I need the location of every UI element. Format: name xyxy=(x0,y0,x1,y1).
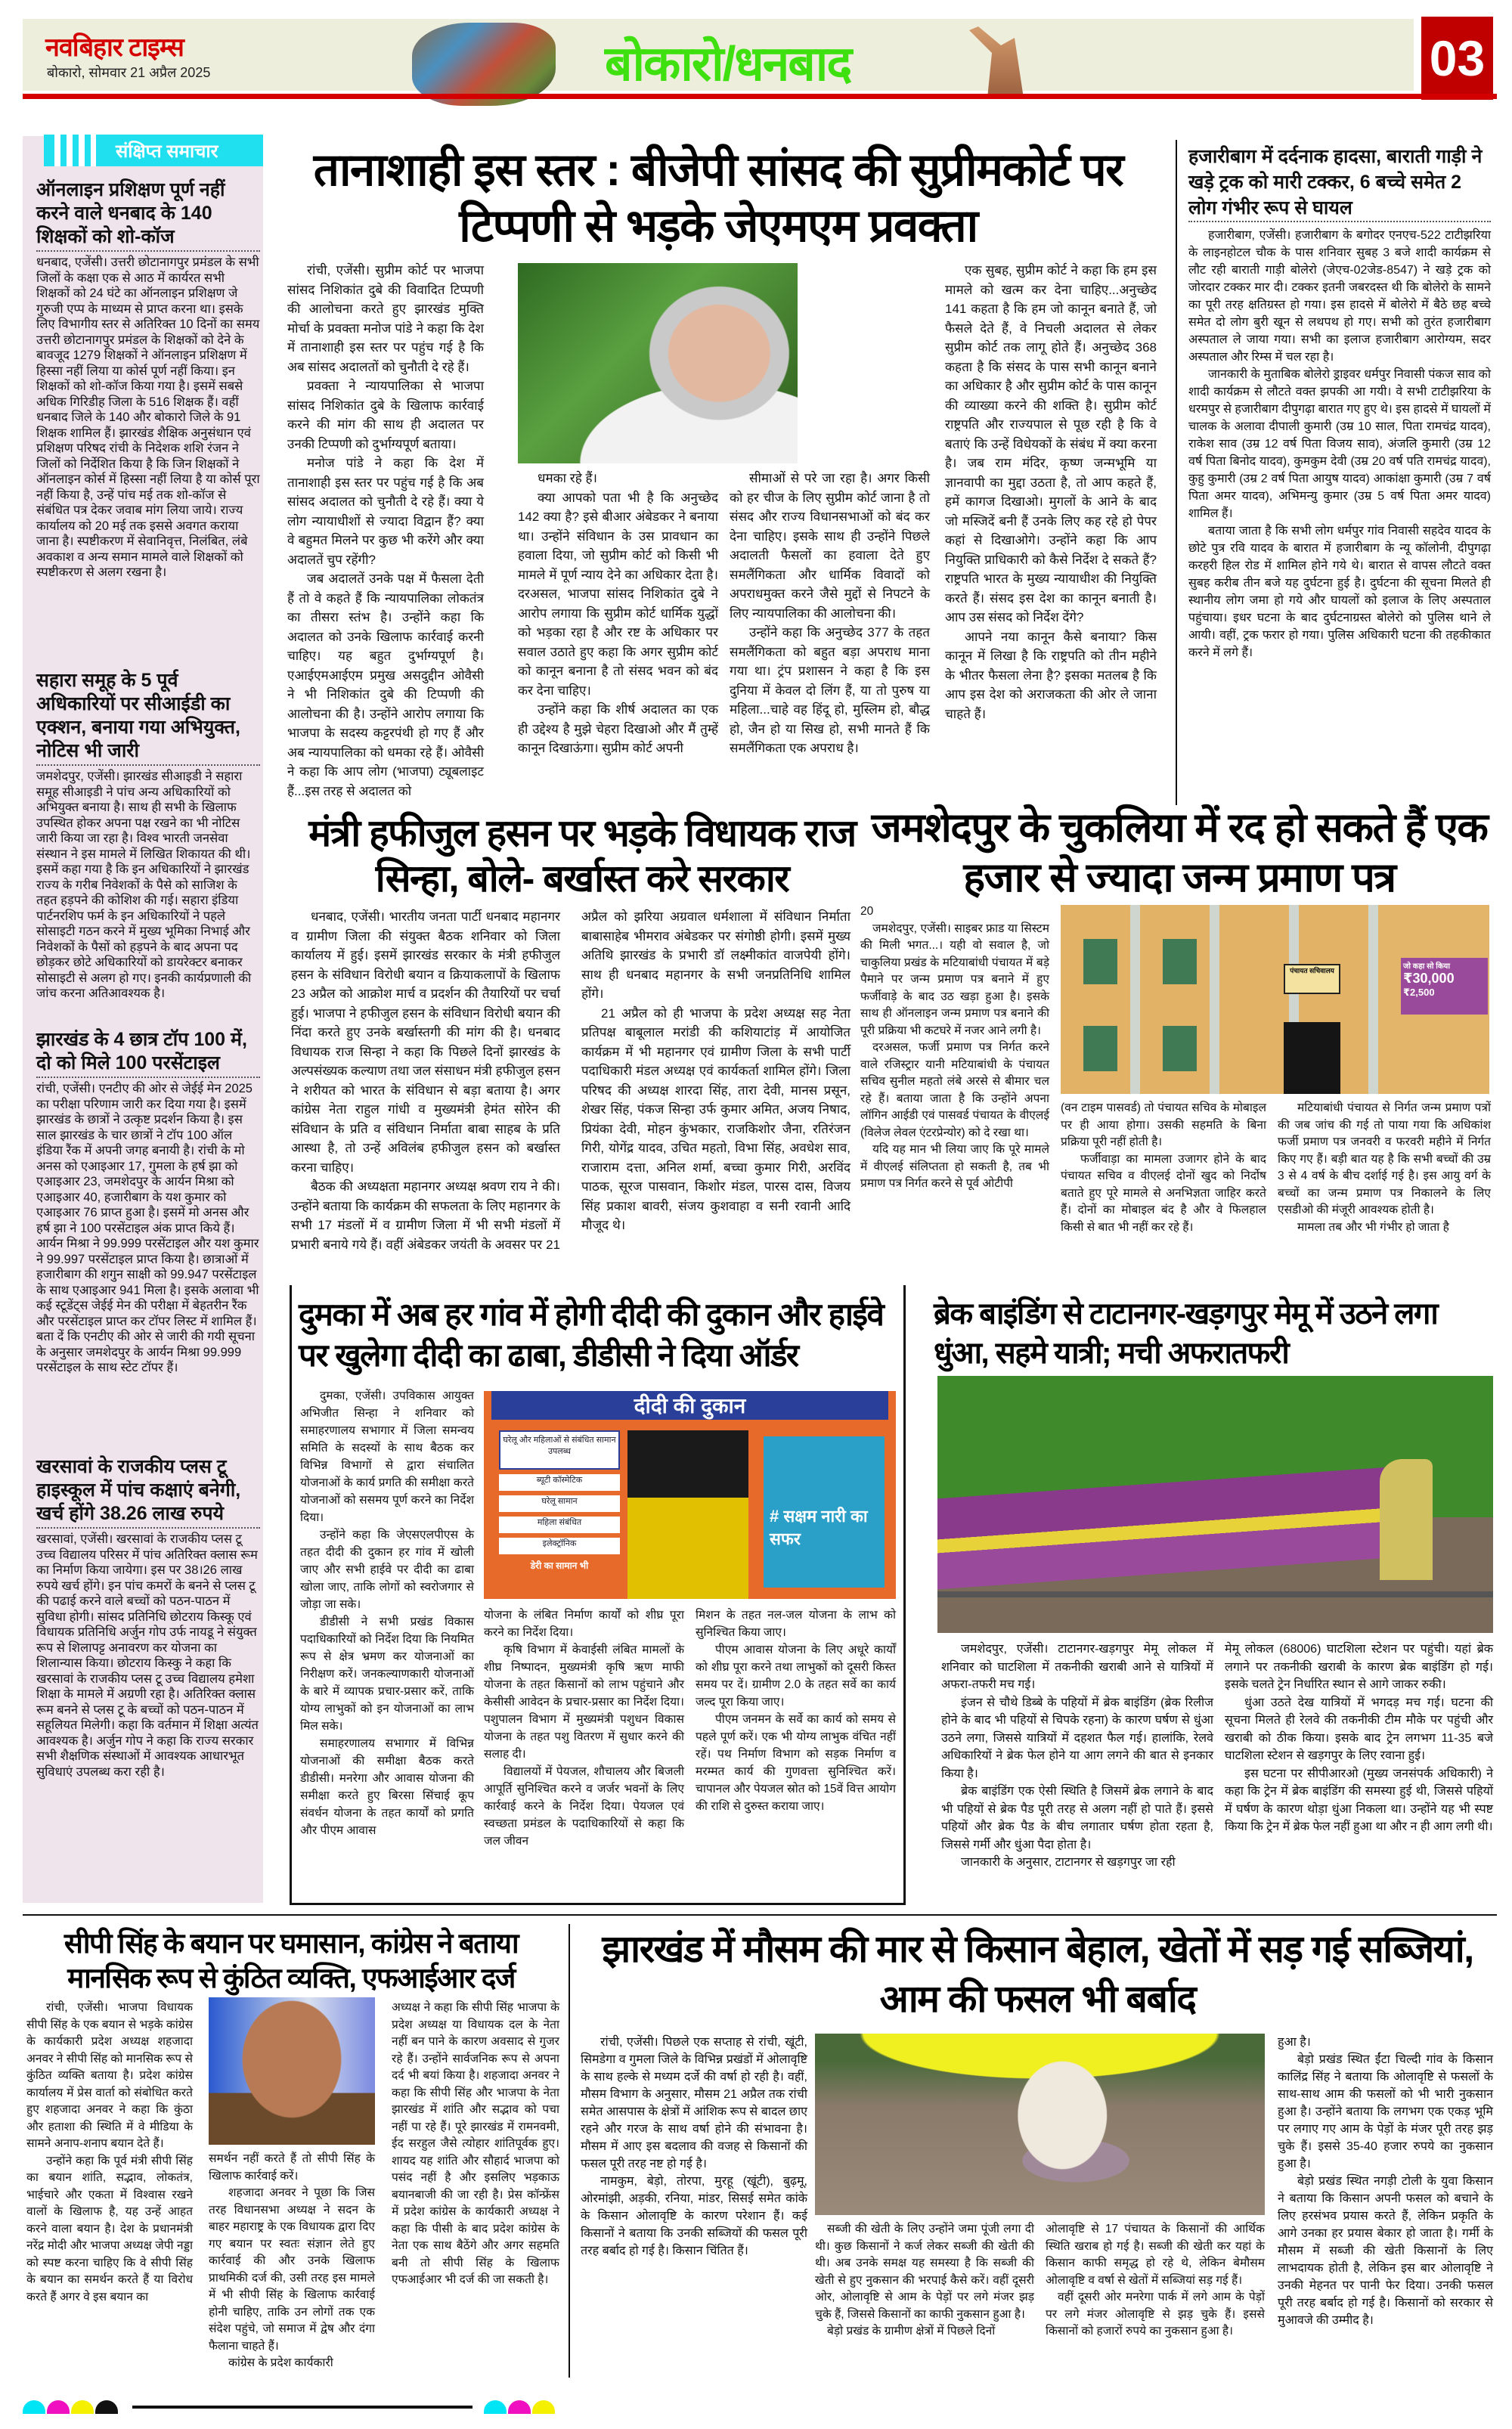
paragraph: मामला तब और भी गंभीर हो जाता है xyxy=(1297,1220,1449,1234)
paragraph: कांग्रेस के प्रदेश कार्यकारी xyxy=(228,2356,333,2369)
damaged-crop-photo xyxy=(815,2034,1265,2215)
brief-body: धनबाद, एजेंसी। उत्तरी छोटानागपुर प्रमंडल के सभी जिलों के कक्षा एक से आठ में कार्यरत सभी शिक्षकों को 24 घंटे का ऑनलाइन प्रशिक्षण जे गुरुजी एप्प के माध्यम से प्राप्त करना था। इसके लिए विभागीय स्तर से अतिरिक्त 10 दिनों का समय उत्तरी छोटानागपुर प्रमंडल के शिक्षकों को देने के बावजूद 1279 शिक्षकों ने ऑनलाइन प्रशिक्षण में हिस्सा नहीं लिया या कोर्स पूर्ण नहीं किया। इन शिक्षकों को शो-कॉज किया गया है। इसमें सबसे अधिक गिरिडीह जिला के 516 शिक्षक हैं। वहीं धनबाद जिले के 140 और बोकारो जिले के 91 शिक्षक शामिल हैं। झारखंड शैक्षिक अनुसंधान एवं प्रशिक्षण परिषद रांची के निदेशक शशि रंजन ने जिलों को निर्देशित किया है कि जिन शिक्षकों ने ऑनलाइन कोर्स में हिस्सा नहीं लिया है या कोर्स पूरा नहीं किया है, उन्हें पांच मई तक शो-कॉज से संबंधित पत्र देकर जवाब मांग लिया जाये। राज्य कार्यालय को 20 मई तक इससे अवगत कराया जाना है। स्पष्टीकरण में सेवानिवृत्त, निलंबित, लंबे अवकाश व अन्य समान मामले वाले शिक्षकों को स्पष्टीकरण से अलग रखना है। xyxy=(36,256,260,579)
lead-col-4 xyxy=(945,261,1157,790)
birth-col-3 xyxy=(1278,1100,1491,1281)
brief-item xyxy=(36,1028,260,1452)
column-divider xyxy=(569,1924,570,2378)
banner-text: जो कहा सो किया xyxy=(1403,962,1450,971)
paragraph: विद्यालयों में पेयजल, शौचालय और बिजली आपूर्ति सुनिश्चित करने व जर्जर भवनों के लिए कार्रवाई करने के निर्देश दिया। पेयजल एवं स्वच्छता प्रमंडल के पदाधिकारियों से कहा कि जल जीवन xyxy=(484,1765,684,1848)
paragraph: क्या आपको पता भी है कि अनुच्छेद 142 क्या है? इसे बीआर अंबेडकर ने बनाया था। उन्होंने संविधान के उस प्रावधान का हवाला दिया, जो सुप्रीम कोर्ट को किसी भी मामले में पूर्ण न्याय देने का अधिकार देता है। दरअसल, भाजपा सांसद निशिकांत दुबे ने आरोप लगाया कि सुप्रीम कोर्ट धार्मिक युद्धों को भड़का रहा है और रष्ट के अधिकार पर सवाल उठाते हुए कहा कि अगर सुप्रीम कोर्ट को कानून बनाना है तो संसद भवन को बंद कर देना चाहिए। xyxy=(518,490,718,698)
paragraph: जमशेदपुर, एजेंसी। टाटानगर-खड़गपुर मेमू लोकल में शनिवार को घाटशिला में तकनीकी खराबी आने से यात्रियों में अफरा-तफरी मच गई। xyxy=(941,1643,1213,1691)
train-col-2 xyxy=(1225,1641,1493,1901)
cpsingh-col-1 xyxy=(26,2000,193,2374)
birth-col-1 xyxy=(860,903,1049,1283)
paragraph: धुंआ उठते देख यात्रियों में भगदड़ मच गई। घटना की सूचना मिलते ही रेलवे की तकनीकी टीम मौके पर पहुंची और खराबी को ठीक किया। इसके बाद ट्रेन लगभग 11-35 बजे घाटशिला स्टेशन से खड़गपुर के लिए रवाना हुई। xyxy=(1225,1696,1493,1762)
paragraph: जब अदालतें उनके पक्ष में फैसला देती हैं तो वे कहते हैं कि न्यायपालिका लोकतंत्र का तीसरा स्तंभ है। उन्होंने कहा कि अदालत को उनके खिलाफ कार्रवाई करनी चाहिए। यह बहुत दुर्भाग्यपूर्ण है। एआईएमआईएम प्रमुख असदुद्दीन ओवैसी ने भी निशिकांत दुबे की टिप्पणी की आलोचना की है। उन्होंने आरोप लगाया कि भाजपा के सदस्य कट्टरपंथी हो गए हैं और अब न्यायपालिका को धमका रहे हैं। ओवैसी ने कहा कि आप लोग (भाजपा) ट्यूबलाइट हैं...इस तरह से अदालत को xyxy=(287,572,484,798)
shop-board: घरेलू और महिलाओं से संबंधित सामान उपलब्ध xyxy=(499,1430,620,1470)
rail-track xyxy=(937,1591,1493,1597)
paragraph: बेड़ो प्रखंड स्थित नगड़ी टोली के युवा किसान ने बताया कि किसान अपनी फसल को बचाने के लिए हरसंभव प्रयास करते हैं, लेकिन प्रकृति के आगे उनका हर प्रयास बेकार हो जाता है। गर्मी के मौसम में सब्जी की खेती किसानों के लिए लाभदायक होती है, लेकिन इस बार ओलावृष्टि ने उनकी मेहनत पर पानी फेर दिया। उनकी फसल पूरी तरह बर्बाद हो गई है। किसानों को सरकार से मुआवजे की उम्मीद है। xyxy=(1278,2175,1493,2327)
paragraph: रांची, एजेंसी। पिछले एक सप्ताह से रांची, खूंटी, सिमडेगा व गुमला जिले के विभिन्न प्रखंडों में ओलावृष्टि के साथ हल्के से मध्यम दर्जे की वर्षा हो रही है। वहीं, मौसम विभाग के अनुसार, मौसम 21 अप्रैल तक रांची समेत आसपास के क्षेत्रों में आंशिक रूप से बादल छाए रहने और गरज के साथ वर्षा होने की संभावना है। मौसम में आए इस बदलाव की वजह से किसानों की फसल पूरी तरह नष्ट हो गई है। xyxy=(581,2036,807,2170)
birth-headline: जमशेदपुर के चुकलिया में रद हो सकते हैं एक हजार से ज्यादा जन्म प्रमाण पत्र xyxy=(871,805,1488,900)
poster: # सक्षम नारी का सफर xyxy=(764,1436,885,1588)
paragraph: प्रवक्ता ने न्यायपालिका से भाजपा सांसद निशिकांत दुबे के खिलाफ कार्रवाई करने की मांग की साथ ही अदालत पर उनकी टिप्पणी को दुर्भाग्यपूर्ण बताया। xyxy=(287,379,484,451)
paragraph: उन्होंने कहा कि जेएसएलपीएस के तहत दीदी की दुकान हर गांव में खोली जाए और सभी हाईवे पर दीदी का ढाबा खोला जाए, ताकि लोगों को स्वरोजगार से जोड़ा जा सके। xyxy=(300,1529,474,1611)
paragraph: वहीं दूसरी ओर मनरेगा पार्क में लगे आम के पेड़ों पर लगे मंजर ओलावृष्टि से झड़ चुके हैं। इससे किसानों को हजारों रुपये का नुकसान हुआ है। xyxy=(1046,2291,1265,2338)
section-title: बोकारो/धनबाद xyxy=(605,36,851,91)
paragraph: यदि यह मान भी लिया जाए कि पूरे मामले में वीएलई संलिप्तता हो सकती है, तब भी प्रमाण पत्र निर्गत करने से पूर्व ओटीपी xyxy=(860,1143,1049,1190)
hazaribagh-body xyxy=(1188,227,1491,801)
brief-item xyxy=(36,669,260,1021)
window xyxy=(1083,1026,1117,1071)
paragraph: उन्होंने कहा कि अनुच्छेद 377 के तहत समलैंगिकता को बहुत बड़ा अपराध माना गया था। ट्रंप प्रशासन ने कहा है कि इस दुनिया में केवल दो लिंग हैं, या तो पुरुष या महिला...चाहे वह हिंदू हो, मुस्लिम हो, बौद्ध हो, जैन हो या सिख हो, सभी मानते हैं कि समलैंगिकता एक अपराध है। xyxy=(730,625,930,755)
govt-banner xyxy=(1401,958,1488,1015)
paragraph: बेड़ो प्रखंड स्थित ईंटा चिल्दी गांव के किसान कालिंद्र सिंह ने बताया कि ओलावृष्टि से फसलों के साथ-साथ आम की फसलों को भी भारी नुकसान हुआ है। उन्होंने बताया कि लगभग एक एकड़ भूमि पर लगाए गए आम के पेड़ों के मंजर पूरी तरह झड़ चुके हैं। इससे 35-40 हजार रुपये का नुकसान हुआ है। xyxy=(1278,2053,1493,2170)
paragraph: (वन टाइम पासवर्ड) तो पंचायत सचिव के मोबाइल पर ही आया होगा। उसकी सहमति के बिना प्रक्रिया पूरी नहीं होती है। xyxy=(1061,1101,1266,1148)
paragraph: अध्यक्ष ने कहा कि सीपी सिंह भाजपा के प्रदेश अध्यक्ष या विधायक दल के नेता नहीं बन पाने के कारण अवसाद से गुजर रहे हैं। उन्होंने सार्वजनिक रूप से अपना दर्द भी बयां किया है। शहजादा अनवर ने कहा कि सीपी सिंह और भाजपा के नेता झारखंड में शांति और सद्भाव को पचा नहीं पा रहे हैं। पूरे झारखंड में रामनवमी, ईद सरहुल जैसे त्योहार शांतिपूर्वक हुए। शायद यह शांति और सौहार्द भाजपा को पसंद नहीं है और इसलिए भड़काऊ बयानबाजी की जा रही है। प्रेस कॉन्फ्रेंस में प्रदेश कांग्रेस के कार्यकारी अध्यक्ष ने कहा कि पीसी के बाद प्रदेश कांग्रेस के नेता एक साथ बैठेंगे और अगर सहमति बनी तो सीपी सिंह के खिलाफ एफआईआर भी दर्ज की जा सकती है। xyxy=(392,2001,559,2286)
paragraph: योजना के लंबित निर्माण कार्यों को शीघ्र पूरा करने का निर्देश दिया। xyxy=(484,1609,684,1639)
hazaribagh-headline: हजारीबाग में दर्दनाक हादसा, बाराती गाड़ी ने खड़े ट्रक को मारी टक्कर, 6 बच्चे समेत 2 लोग गंभीर रूप से घायल xyxy=(1188,144,1491,222)
farmers-headline: झारखंड में मौसम की मार से किसान बेहाल, खेतों में सड़ गई सब्जियां, आम की फसल भी बर्बाद xyxy=(602,1928,1473,2020)
train-headline: ब्रेक बाइंडिंग से टाटानगर-खड़गपुर मेमू में उठने लगा धुंआ, सहमे यात्री; मची अफरातफरी xyxy=(934,1297,1438,1370)
registration-mark-cyan xyxy=(23,2400,45,2414)
paragraph: उन्होंने कहा कि शीर्ष अदालत का एक ही उद्देश्य है मुझे चेहरा दिखाओ और मैं तुम्हें कानून दिखाऊंगा। सुप्रीम कोर्ट अपनी xyxy=(518,702,718,755)
paper-name: नवबिहार टाइम्स xyxy=(45,33,184,62)
memu-train-photo xyxy=(937,1376,1493,1633)
dumka-headline: दुमका में अब हर गांव में होगी दीदी की दुकान और हाईवे पर खुलेगा दीदी का ढाबा, डीडीसी ने दिया ऑर्डर xyxy=(299,1297,884,1373)
paragraph: हजारीबाग, एजेंसी। हजारीबाग के बगोदर एनएच-522 टाटीझरिया के लाइनहोटल चौक के पास शनिवार सुबह 3 बजे शादी कार्यक्रम से लौट रही बाराती गाड़ी बोलेरो (जेएच-02जेड-8547) ने खड़े ट्रक को जोरदार टक्कर मार दी। टक्कर इतनी जबरदस्त थी कि बोलेरो के सामने का पूरी तरह क्षतिग्रस्त हो गया। इस हादसे में बोलेरो में बैठे छह बच्चे समेत दो लोग बुरी खून से लथपथ हो गए। सभी को तुरंत हजारीबाग अस्पताल ले जाया गया। सभी का इलाज हजारीबाग आरोग्यम, सदर अस्पताल और रिम्स में चल रहा है। xyxy=(1188,229,1491,364)
panchayat-building-photo xyxy=(1061,905,1489,1094)
briefs-tag-label: संक्षिप्त समाचार xyxy=(116,141,218,162)
brief-headline: सहारा समूह के 5 पूर्व अधिकारियों पर सीआईडी का एक्शन, बनाया गया अभियुक्त, नोटिस भी जारी xyxy=(36,669,260,766)
brief-body: रांची, एजेंसी। एनटीए की ओर से जेईई मेन 2025 का परीक्षा परिणाम जारी कर दिया गया है। इसमें झारखंड के छात्रों ने उत्कृष्ट प्रदर्शन किया है। इस साल झारखंड के चार छात्रों ने टॉप 100 ऑल इंडिया रैंक में अपनी जगह बनायी है। रांची के मो अनस को एआइआर 17, गुमला के हर्ष झा को एआइआर 23, जमशेदपुर के आर्यन मिश्रा को एआइआर 40, हजारीबाग के यश कुमार को एआइआर 76 प्राप्त हुआ है। इसमें मो अनस और हर्ष झा ने 100 परसेंटाइल अंक प्राप्त किये हैं। आर्यन मिश्रा ने 99.999 परसेंटाइल और यश कुमार ने 99.997 परसेंटाइल प्राप्त किया है। छात्राओं में हजारीबाग की शगुन साक्षी को 99.947 परसेंटाइल के साथ एआइआर 941 मिला है। इसके अलावा भी कई स्टूडेंट्स जेईई मेन की परीक्षा में बेहतरीन रैंक और परसेंटाइल प्राप्त कर टॉपर लिस्ट में शामिल हैं। बता दें कि एनटीए की ओर से जारी की गयी सूचना के अनुसार जमशेदपुर के आर्यन मिश्रा 99.999 परसेंटाइल के साथ स्टेट टॉपर हैं। xyxy=(36,1082,259,1374)
registration-mark-black xyxy=(95,2400,118,2414)
paragraph: पीएम जनमन के सर्वे का कार्य को समय से पहले पूर्ण करें। एक भी योग्य लाभुक वंचित नहीं रहें। पथ निर्माण विभाग को सड़क निर्माण व मरम्मत कार्य की गुणवत्ता सुनिश्चित करें। चापानल और पेयजल स्रोत को 15वें वित्त आयोग की राशि से दुरुस्त कराया जाए। xyxy=(696,1713,896,1813)
trim-line xyxy=(132,2406,472,2409)
lead-col-1 xyxy=(287,261,484,798)
train-front xyxy=(1380,1459,1433,1580)
shop-board: घरेलू सामान xyxy=(499,1495,620,1512)
paragraph: फर्जीवाड़ा का मामला उजागर होने के बाद पंचायत सचिव व वीएलई दोनों खुद को निर्दोष बताते हुए पूरे मामले से अनभिज्ञता जाहिर करते हैं। दोनों का मोबाइल बंद है और वे फिलहाल किसी से बात भी नहीं कर रहे हैं। xyxy=(1061,1152,1266,1234)
farmers-col-1 xyxy=(581,2034,807,2425)
paragraph: समर्थन नहीं करते हैं तो सीपी सिंह के खिलाफ कार्रवाई करें। xyxy=(209,2152,375,2183)
shop-board: डेरी का सामान भी xyxy=(530,1560,589,1571)
paragraph: इस घटना पर सीपीआरओ (मुख्य जनसंपर्क अधिकारी) ने कहा कि ट्रेन में ब्रेक बाइंडिंग की समस्या हुई थी, जिससे पहियों में घर्षण के कारण थोड़ा धुंआ निकला था। उन्होंने यह भी स्पष्ट किया कि ट्रेन में ब्रेक फेल नहीं हुआ था और न ही आग लगी थी। xyxy=(1225,1767,1493,1833)
paragraph: मिशन के तहत नल-जल योजना के लाभ को सुनिश्चित किया जाए। xyxy=(696,1609,896,1639)
paragraph: हुआ है। xyxy=(1278,2036,1311,2049)
paragraph: सीमाओं से परे जा रहा है। अगर किसी को हर चीज के लिए सुप्रीम कोर्ट जाना है तो संसद और राज्य विधानसभाओं को बंद कर देना चाहिए। इसके साथ ही उन्होंने पिछले अदालती फैसलों का हवाला देते हुए समलैंगिकता और धार्मिक विवादों को अपराधमुक्त करने जैसे मुद्दों से निपटने के लिए न्यायपालिका की आलोचना की। xyxy=(730,471,930,621)
brief-item xyxy=(36,1455,260,1898)
paragraph: इंजन से चौथे डिब्बे के पहियों में ब्रेक बाइंडिंग (ब्रेक रिलीज होने के बाद भी पहियों से चिपके रहना) के कारण घर्षण से धुंआ उठने लगा, जिससे यात्रियों में दहशत फैल गई। हालांकि, रेलवे अधिकारियों ने ब्रेक फेल होने या आग लगने की बात से इनकार किया है। xyxy=(941,1696,1213,1780)
masthead-rule xyxy=(23,94,1497,99)
shop-board: ब्यूटी कॉस्मेटिक xyxy=(499,1474,620,1491)
train-body xyxy=(937,1465,1421,1590)
paragraph: दुमका, एजेंसी। उपविकास आयुक्त अभिजीत सिन्हा ने शनिवार को समाहरणालय सभागार में जिला समन्वय समिति के सदस्यों के साथ बैठक कर विभिन्न विभागों से द्वारा संचालित योजनाओं के कार्य प्रगति की समीक्षा करते योजनाओं को ससमय पूर्ण करने का निर्देश दिया। xyxy=(300,1390,474,1524)
paragraph: बैठक की अध्यक्षता महानगर अध्यक्ष श्रवण राय ने की। उन्होंने बताया कि कार्यक्रम की सफलता के लिए महानगर के सभी 17 मंडलों में व ग्रामीण जिला में भी सभी मंडलों में प्रभारी बनाये गये हैं। वहीं अंबेडकर जयंती के अवसर पर 21 अप्रैल को झरिया अग्रवाल धर्मशाला में संविधान निर्माता बाबासाहेब भीमराव अंबेडकर पर संगोष्ठी होगी। इसमें मुख्य अतिथि झारखंड के प्रभारी डॉ लक्ष्मीकांत वाजपेयी होंगे। साथ ही धनबाद महानगर के सभी जनप्रतिनिधि शामिल होंगे। xyxy=(291,909,850,1252)
paragraph: जानकारी के अनुसार, टाटानगर से खड़गपुर जा रही xyxy=(961,1856,1176,1869)
section-divider xyxy=(23,1914,1497,1916)
hafizul-headline: मंत्री हफीजुल हसन पर भड़के विधायक राज सिन्हा, बोले- बर्खास्त करे सरकार xyxy=(308,812,856,900)
paragraph: समाहरणालय सभागार में विभिन्न योजनाओं की समीक्षा बैठक करते डीडीसी। मनरेगा और आवास योजना की समीक्षा करते हुए बिरसा सिंचाई कूप संवर्धन योजना के तहत कार्यों को प्रगति और पीएम आवास xyxy=(300,1737,474,1837)
paragraph: ओलावृष्टि से 17 पंचायत के किसानों की आर्थिक स्थिति खराब हो गई है। सब्जी की खेती कर यहां के किसान काफी समृद्ध हो रहे थे, लेकिन बेमौसम ओलावृष्टि व वर्षा से खेतों में सब्जियां सड़ गई हैं। xyxy=(1046,2223,1265,2287)
paragraph: धमका रहे हैं। xyxy=(538,471,597,485)
shop-doorway xyxy=(627,1430,748,1599)
paragraph: आपने नया कानून कैसे बनाया? किस कानून में लिखा है कि राष्ट्रपति को तीन महीने के भीतर फैसला लेना है? इसका मतलब है कि आप इस देश को अराजकता की ओर ले जाना चाहते हैं। xyxy=(945,629,1157,721)
registration-mark-yellow xyxy=(71,2400,94,2414)
dumka-col-2 xyxy=(484,1606,684,1898)
page-number: 03 xyxy=(1421,17,1493,100)
shop-board: महिला संबंधित xyxy=(499,1517,620,1533)
banner-amount-2: ₹2,500 xyxy=(1403,987,1435,998)
brief-headline: ऑनलाइन प्रशिक्षण पूर्ण नहीं करने वाले धनबाद के 140 शिक्षकों को शो-कॉज xyxy=(36,178,260,252)
hafizul-body xyxy=(291,907,850,1270)
door xyxy=(1284,1022,1340,1094)
paragraph: सब्जी की खेती के लिए उन्होंने जमा पूंजी लगा दी थी। कुछ किसानों ने कर्ज लेकर सब्जी की खेती की थी। अब उनके समक्ष यह समस्या है कि सब्जी की खेती से हुए नुकसान की भरपाई कैसे करें। वहीं दूसरी ओर, ओलावृष्टि से आम के पेड़ों पर लगे मंजर झड़ चुके हैं, जिससे किसानों का काफी नुकसान हुआ है। xyxy=(815,2223,1034,2321)
paragraph: रांची, एजेंसी। सुप्रीम कोर्ट पर भाजपा सांसद निशिकांत दुबे की विवादित टिप्पणी की आलोचना करते हुए झारखंड मुक्ति मोर्चा के प्रवक्ता मनोज पांडे ने कहा कि देश में तानाशाही इस स्तर पर पहुंच गई है कि अब सांसद अदालतों को चुनौती दे रहे हैं। xyxy=(287,263,484,374)
dumka-col-3 xyxy=(696,1606,896,1898)
brief-body: जमशेदपुर, एजेंसी। झारखंड सीआइडी ने सहारा समूह सीआइडी ने पांच अन्य अधिकारियों को अभियुक्त बनाया है। साथ ही सभी के खिलाफ उपस्थित होकर अपना पक्ष रखने का भी नोटिस जारी किया जा रहा है। विश्व भारती जनसेवा संस्थान ने इस मामले में लिखित शिकायत की थी। इसमें कहा गया है कि इन अधिकारियों ने झारखंड राज्य के गरीब निवेशकों के पैसे को साजिश के तहत हड़पने की कोशिश की गई। सहारा इंडिया पार्टनरशिप फर्म के इन अधिकारियों ने पहले सोसाइटी गठन करने में मुख्य भूमिका निभाई और निवेशकों के पैसों को हड़पने के बाद अपना पद छोड़कर छोटे अधिकारियों को डायरेक्टर बनाकर सोसाइटी से अलग हो गए। इनकी कार्यप्रणाली की जांच करना अतिआवश्यक है। xyxy=(36,770,252,1000)
paragraph: उन्होंने कहा कि पूर्व मंत्री सीपी सिंह का बयान शांति, सद्भाव, लोकतंत्र, भाईचारे और एकता में विश्वास रखने वालों के खिलाफ है, यह उन्हें आहत करने वाला बयान है। देश के प्रधानमंत्री नरेंद्र मोदी और भाजपा अध्यक्ष जेपी नड्डा को स्पष्ट करना चाहिए कि वे सीपी सिंह के बयान का समर्थन करते हैं या विरोध करते हैं अगर वे इस बयान का xyxy=(26,2154,193,2304)
paragraph: ब्रेक बाइंडिंग एक ऐसी स्थिति है जिसमें ब्रेक लगाने के बाद भी पहियों से ब्रेक पैड पूरी तरह से अलग नहीं हो पाते हैं। इससे पहियों और ब्रेक पैड के बीच लगातार घर्षण होता रहता है, जिससे गर्मी और धुंआ पैदा होता है। xyxy=(941,1785,1213,1851)
cpsingh-col-2 xyxy=(209,2151,375,2374)
registration-mark-magenta xyxy=(508,2400,531,2414)
registration-mark-cyan xyxy=(484,2400,507,2414)
train-col-1 xyxy=(941,1641,1213,1901)
window xyxy=(1163,1026,1197,1071)
brief-body: खरसावां, एजेंसी। खरसावां के राजकीय प्लस टू उच्च विद्यालय परिसर में पांच अतिरिक्त क्लास रूम का निर्माण किया जायेगा। इस पर 38।26 लाख रुपये खर्च होंगे। इन पांच कमरों के बनने से प्लस टू की पढाई करने वाले बच्चों को पठन-पाठन में सुविधा होगी। सांसद प्रतिनिधि छोटराय किस्कू एवं विधायक प्रतिनिधि अर्जुन गोप उर्फ नायडू ने संयुक्त रूप से शिलापट्ट अनावरण कर योजना का शिलान्यास किया। छोटराय किस्कु ने कहा कि खरसावां के राजकीय प्लस टू उच्च विद्यालय हमेशा शिक्षा के मामले में अग्रणी रहा है। अतिरिक्त क्लास रूम बनने से प्लस टू के बच्चों को पठन-पाठन में सहूलियत मिलेगी। कहा कि वर्तमान में शिक्षा अत्यंत आवश्यक है। अर्जुन गोप ने कहा कि राज्य सरकार सभी शैक्षणिक संस्थाओं में आवश्यक आधारभूत सुविधाएं उपलब्ध करा रही है। xyxy=(36,1532,259,1779)
cpsingh-photo xyxy=(209,1997,375,2145)
cpsingh-headline: सीपी सिंह के बयान पर घमासान, कांग्रेस ने बताया मानसिक रूप से कुंठित व्यक्ति, एफआईआर दर्ज xyxy=(64,1928,519,1994)
paragraph: मटियाबांधी पंचायत से निर्गत जन्म प्रमाण पत्रों की जब जांच की गई तो पाया गया कि अधिकांश फर्जी प्रमाण पत्र जनवरी व फरवरी महीने में निर्गत किए गए हैं। बड़ी बात यह है कि सभी बच्चों की उम्र 3 से 4 वर्ष के बीच दर्शाई गई है। इस आयु वर्ग के बच्चों का जन्म प्रमाण पत्र निकालने के लिए एसडीओ की मंजूरी आवश्यक होती है। xyxy=(1278,1101,1491,1216)
paragraph: 20 xyxy=(860,905,874,918)
farmers-col-4 xyxy=(1278,2034,1493,2425)
shop-board: इलेक्ट्रॉनिक xyxy=(499,1538,620,1554)
paragraph: डीडीसी ने सभी प्रखंड विकास पदाधिकारियों को निर्देश दिया कि नियमित रूप से क्षेत्र भ्रमण कर योजनाओं का निरीक्षण करें। जनकल्याणकारी योजनाओं के बारे में व्यापक प्रचार-प्रसार करें, ताकि योग्य लाभुकों को इन योजनाओं का लाभ मिल सके। xyxy=(300,1616,474,1733)
brief-headline: खरसावां के राजकीय प्लस टू हाइस्कूल में पांच कक्षाएं बनेगी, खर्च होंगे 38.26 लाख रुपये xyxy=(36,1455,260,1529)
window xyxy=(1083,939,1117,984)
tag-bars-icon xyxy=(54,135,96,166)
paragraph: रांची, एजेंसी। भाजपा विधायक सीपी सिंह के एक बयान से भड़के कांग्रेस के कार्यकारी प्रदेश अध्यक्ष शहजादा अनवर ने सीपी सिंह को मानसिक रूप से कुंठित व्यक्ति बताया है। प्रदेश कांग्रेस कार्यालय में प्रेस वार्ता को संबोधित करते हुए शहजादा अनवर ने कहा कि कुंठा और हताशा की स्थिति में वे मीडिया के सामने अनाप-शनाप बयान देते हैं। xyxy=(26,2001,193,2150)
paragraph: दरअसल, फर्जी प्रमाण पत्र निर्गत करने वाले रजिस्ट्रार यानी मटियाबांधी के पंचायत सचिव सुनील महतो लंबे अरसे से बीमार चल रहे हैं। बताया जाता है कि उन्होंने अपना लॉगिन आईडी एवं पासवर्ड पंचायत के वीएलई (विलेज लेवल एंटरप्रेन्योर) को दे रखा था। xyxy=(860,1041,1049,1139)
birth-col-2 xyxy=(1061,1100,1266,1281)
paragraph: नामकुम, बेड़ो, तोरपा, मुरहू (खूंटी), बुढ़मू, ओरमांझी, अड़की, रनिया, मांडर, सिसई समेत कांके के किसान ओलावृष्टि के कारण परेशान हैं। कई किसानों ने बताया कि उनकी सब्जियों की फसल पूरी तरह बर्बाद हो गई है। किसान चिंतित हैं। xyxy=(581,2175,807,2257)
panchayat-sign: पंचायत सचिवालय xyxy=(1284,964,1340,994)
paragraph: मनोज पांडे ने कहा कि देश में तानाशाही इस स्तर पर पहुंच गई है कि अब सांसद अदालत को चुनौती दे रहे हैं। क्या ये लोग न्यायाधीशों से ज्यादा विद्वान हैं? क्या वे बहुमत मिलने पर कुछ भी करेंगे और क्या अदालतें चुप रहेंगी? xyxy=(287,456,484,567)
lead-col-3 xyxy=(730,263,930,790)
lead-headline: तानाशाही इस स्तर : बीजेपी सांसद की सुप्रीमकोर्ट पर टिप्पणी से भड़के जेएमएम प्रवक्ता xyxy=(313,144,1123,251)
paragraph: बेड़ो प्रखंड के ग्रामीण क्षेत्रों में पिछले दिनों xyxy=(827,2325,996,2338)
shop-sign: दीदी की दुकान xyxy=(491,1391,888,1420)
paragraph: धनबाद, एजेंसी। भारतीय जनता पार्टी धनबाद महानगर व ग्रामीण जिला की संयुक्त बैठक शनिवार को जिला कार्यालय में हुई। इसमें झारखंड सरकार के मंत्री हफीजुल हसन के संविधान विरोधी बयान व क्रियाकलापों के खिलाफ 23 अप्रैल को आक्रोश मार्च व प्रदर्शन की तैयारियों पर चर्चा हुई। भाजपा ने हफीजुल हसन के संविधान विरोधी बयान की निंदा करते हुए उनके बर्खास्तगी की मांग की है। धनबाद विधायक राज सिन्हा ने कहा कि पिछले दिनों झारखंड के अल्पसंख्यक कल्याण तथा जल संसाधन मंत्री हफीजुल हसन ने शरीयत को भारत के संविधान से बड़ा बताया है। अगर कांग्रेस नेता राहुल गांधी व मुख्यमंत्री हेमंत सोरेन की संविधान के प्रति व संविधान निर्माता बाबा साहब के प्रति आस्था है, तो उन्हें अविलंब हफीजुल हसन को बर्खास्त करना चाहिए। xyxy=(291,909,560,1175)
brief-item xyxy=(36,178,260,662)
farmers-col-3 xyxy=(1046,2221,1265,2427)
paragraph: जमशेदपुर, एजेंसी। साइबर फ्राड या सिस्टम की मिली भगत...। यही वो सवाल है, जो चाकुलिया प्रखंड के मटियाबांधी पंचायत में बड़े पैमाने पर जन्म प्रमाण पत्र बनाने में हुए फर्जीवाड़े के बाद उठ खड़ा हुआ है। इसके साथ ही ऑनलाइन जन्म प्रमाण पत्र बनाने की पूरी प्रक्रिया भी कटघरे में नजर आने लगी है। xyxy=(860,922,1049,1037)
lead-col-2 xyxy=(518,469,718,790)
registration-mark-yellow xyxy=(532,2400,555,2414)
paragraph: 21 अप्रैल को ही भाजपा के प्रदेश अध्यक्ष सह नेता प्रतिपक्ष बाबूलाल मरांडी की कशियाटांड़ में आयोजित कार्यक्रम में भी महानगर एवं ग्रामीण जिला के सभी पार्टी पदाधिकारी मंडल अध्यक्ष एवं कार्यकर्ता शामिल होंगे। जिला परिषद की अध्यक्ष शारदा सिंह, तारा देवी, मानस प्रसून, शेखर सिंह, पंकज सिन्हा उर्फ कुमार अमित, अजय निषाद, प्रियंका देवी, मोहन कुंभकार, राजकिशोर जैना, रतिरंजन गिरी, योगेंद्र यादव, उचित महतो, विभा सिंह, अवधेश साव, राजाराम दत्ता, अनिल शर्मा, बच्चा कुमार गिरी, अरविंद पाठक, सूरज पासवान, किशोर मंडल, पारस दास, विजय सिंह प्रकाश बावरी, संजय कुशवाहा व सनी रवानी आदि मौजूद थे। xyxy=(581,1005,850,1232)
date-line: बोकारो, सोमवार 21 अप्रैल 2025 xyxy=(47,65,211,80)
registration-mark-magenta xyxy=(47,2400,70,2414)
farmers-col-2 xyxy=(815,2221,1034,2427)
didi-dukan-photo xyxy=(484,1391,896,1599)
paragraph: मेमू लोकल (68006) घाटशिला स्टेशन पर पहुंची। यहां ब्रेक लगाने पर तकनीकी खराबी के कारण ब्रेक बाइंडिंग हो गई। इसके चलते ट्रेन निर्धारित स्थान से आगे जाकर रुकी। xyxy=(1225,1643,1493,1691)
briefs-tag xyxy=(44,135,263,166)
paragraph: कृषि विभाग में केवाईसी लंबित मामलों के शीघ्र निष्पादन, मुख्यमंत्री कृषि ऋण माफी योजना के तहत किसानों को लाभ पहुंचाने और केसीसी आवेदन के प्रचार-प्रसार का निर्देश दिया। पशुपालन विभाग में मुख्यमंत्री पशुधन विकास योजना के तहत पशु वितरण में सुधार करने की सलाह दी। xyxy=(484,1644,684,1761)
paragraph: बताया जाता है कि सभी लोग धर्मपुर गांव निवासी सहदेव यादव के छोटे पुत्र रवि यादव के बारात में हजारीबाग के न्यू कॉलोनी, दीपुगढ़ा करहरी हिल रोड में शामिल होने गये थे। बारात से वापस लौटते वक्त सुबह करीब तीन बजे यह दुर्घटना हुई है। दुर्घटना की सूचना मिलते ही स्थानीय लोग जमा हो गये और घायलों को इलाज के लिए अस्पताल पहुंचाया। इधर घटना के बाद दुर्घटनाग्रस्त बोलेरो को पुलिस थाने ले आयी। वहीं, ट्रक फरार हो गया। पुलिस अधिकारी घटना की तहकीकात करने में लगे हैं। xyxy=(1188,525,1491,659)
cpsingh-col-3 xyxy=(392,2000,559,2374)
banner-amount: ₹30,000 xyxy=(1403,971,1455,986)
dumka-col-1 xyxy=(300,1387,474,1898)
column-divider xyxy=(1176,140,1177,805)
paragraph: पीएम आवास योजना के लिए अधूरे कार्यों को शीघ्र पूरा करने तथा लाभुकों को दूसरी किस्त समय पर दें। ग्रामीण 2.0 के तहत सर्वे का कार्य जल्द पूरा किया जाए। xyxy=(696,1644,896,1709)
window xyxy=(1163,939,1197,984)
paragraph: एक सुबह, सुप्रीम कोर्ट ने कहा कि हम इस मामले को खत्म कर देना चाहिए...अनुच्छेद 141 कहता है कि हम जो कानून बनाते हैं, जो फैसले देते हैं, वे निचली अदालत से लेकर सुप्रीम कोर्ट तक लागू होते हैं। अनुच्छेद 368 कहता है कि संसद के पास सभी कानून बनाने का अधिकार है और सुप्रीम कोर्ट के पास कानून की व्याख्या करने की शक्ति है। सुप्रीम कोर्ट राष्ट्रपति और राज्यपाल से पूछ रही है कि वे बताएं कि उन्हें विधेयकों के संबंध में क्या करना है। जब राम मंदिर, कृष्ण जन्मभूमि या ज्ञानवापी का मुद्दा उठता है, तो आप कहते हैं, हमें कागज दिखाओ। मुगलों के आने के बाद जो मस्जिदें बनी हैं उनके लिए कह रहे हो पेपर कहां से दिखाओगे। उन्होंने कहा कि आप नियुक्ति प्राधिकारी को कैसे निर्देश दे सकते हैं? राष्ट्रपति भारत के मुख्य न्यायाधीश की नियुक्ति करते हैं। संसद इस देश का कानून बनाती है। आप उस संसद को निर्देश देंगे? xyxy=(945,263,1157,624)
paragraph: जानकारी के मुताबिक बोलेरो ड्राइवर धर्मपुर निवासी पंकज साव को शादी कार्यक्रम से लौटते वक्त झपकी आ गयी। वे सभी टाटीझरिया के धरमपुर से हजारीबाग दीपुगढ़ा बारात गए हुए थे। इस हादसे में घायलों में चालक के अलावा दीपाली कुमारी (उम्र 10 साल, पिता रामचंद्र यादव), राकेश साव (उम्र 12 वर्ष पिता विजय साव), अंजलि कुमारी (उम्र 12 वर्ष पिता बिनोद यादव), कुमकुम देवी (उम्र 20 वर्ष पति रामचंद्र यादव), कुहु कुमारी (उम्र 2 वर्ष पिता आयुष यादव) आकांक्षा कुमारी (उम्र 7 वर्ष पिता अमर यादव), अभिमन्यु कुमार (उम्र 5 वर्ष पिता अमर यादव) शामिल हैं। xyxy=(1188,368,1491,520)
paragraph: शहजादा अनवर ने पूछा कि जिस तरह विधानसभा अध्यक्ष ने सदन के बाहर महाराष्ट्र के एक विधायक द्वारा दिए गए बयान पर स्वतः संज्ञान लेते हुए कार्रवाई की और उनके खिलाफ प्राथमिकी दर्ज की, उसी तरह इस मामले में भी सीपी सिंह के खिलाफ कार्रवाई होनी चाहिए, ताकि उन लोगों तक एक संदेश पहुंचे, जो समाज में द्वेष और दंगा फैलाना चाहते हैं। xyxy=(209,2186,375,2353)
brief-headline: झारखंड के 4 छात्र टॉप 100 में, दो को मिले 100 परसेंटाइल xyxy=(36,1028,260,1078)
